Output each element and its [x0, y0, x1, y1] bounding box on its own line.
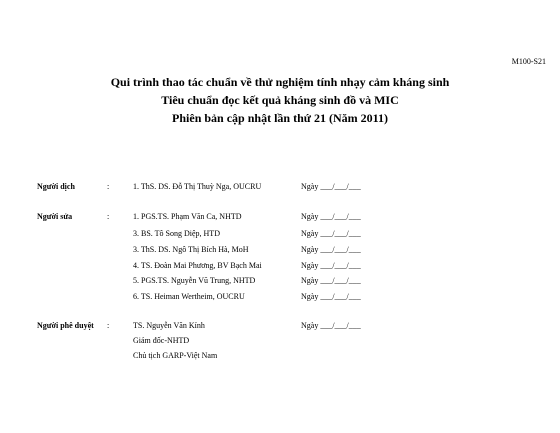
- colon: :: [107, 212, 110, 221]
- title-line-2: Tiêu chuẩn đọc kết quả kháng sinh đồ và MIC: [161, 93, 399, 107]
- date-field: Ngày ___/___/___: [301, 245, 361, 254]
- translator-name: 1. ThS. DS. Đỗ Thị Thuỳ Nga, OUCRU: [133, 182, 262, 191]
- editor-name: 5. PGS.TS. Nguyễn Vũ Trung, NHTD: [133, 276, 256, 285]
- editors-role-label: Người sửa: [37, 212, 73, 221]
- translator-row: [0, 182, 560, 193]
- date-field: Ngày ___/___/___: [301, 321, 361, 330]
- document-code: M100-S21: [511, 57, 546, 66]
- editor-name: 3. ThS. DS. Ngô Thị Bích Hà, MoH: [133, 245, 249, 254]
- editor-row: [0, 229, 560, 240]
- approver-role-label: Người phê duyệt: [37, 321, 94, 330]
- document-title: [0, 73, 560, 127]
- date-field: Ngày ___/___/___: [301, 276, 361, 285]
- approver-title-row: [0, 336, 560, 347]
- editor-name: 6. TS. Heiman Wertheim, OUCRU: [133, 292, 245, 301]
- editor-row: [0, 245, 560, 256]
- approver-row: [0, 321, 560, 332]
- date-field: Ngày ___/___/___: [301, 292, 361, 301]
- approver-title-1: Giám đốc-NHTD: [133, 336, 190, 345]
- editor-name: 4. TS. Đoàn Mai Phương, BV Bạch Mai: [133, 261, 262, 270]
- translator-role-label: Người dịch: [37, 182, 75, 191]
- approver-title-row: [0, 351, 560, 362]
- title-line-3: Phiên bản cập nhật lần thứ 21 (Năm 2011): [172, 111, 388, 125]
- approver-title-2: Chủ tịch GARP-Việt Nam: [133, 351, 218, 360]
- date-field: Ngày ___/___/___: [301, 182, 361, 191]
- editor-name: 3. BS. Tô Song Diệp, HTD: [133, 229, 220, 238]
- approver-name: TS. Nguyễn Văn Kính: [133, 321, 205, 330]
- title-line-1: Qui trình thao tác chuẩn về thử nghiệm tính nhạy cảm kháng sinh: [110, 75, 450, 89]
- date-field: Ngày ___/___/___: [301, 229, 361, 238]
- editor-row: [0, 261, 560, 272]
- editor-name: 1. PGS.TS. Phạm Văn Ca, NHTD: [133, 212, 242, 221]
- date-field: Ngày ___/___/___: [301, 261, 361, 270]
- date-field: Ngày ___/___/___: [301, 212, 361, 221]
- colon: :: [107, 321, 110, 330]
- colon: :: [107, 182, 110, 191]
- editor-row: [0, 212, 560, 223]
- editor-row: [0, 276, 560, 287]
- editor-row: [0, 292, 560, 303]
